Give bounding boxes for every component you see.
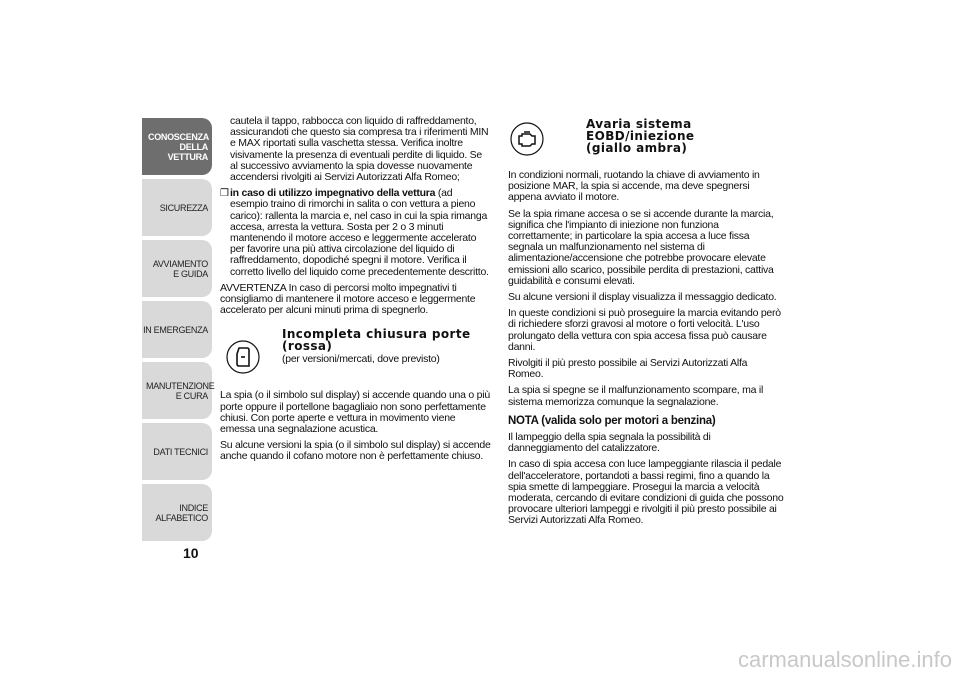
tab-sicurezza[interactable]: SICUREZZA [142, 179, 212, 236]
tab-in-emergenza[interactable]: IN EMERGENZA [142, 301, 212, 358]
paragraph: In caso di spia accesa con luce lampeggiante rilascia il pedale dell'acceleratore, portandoti a bassi regimi, fino a quando la spia smette di lampeggiare. Prosegui la marcia a velocità moderata, cercando di evitare condizioni di guida che possono provocare ulteriori lampeggi e rivolgiti il più presto possibile ai Servizi Autorizzati Alfa Romeo. [508, 458, 784, 527]
checkbox-bullet-icon: ❒ [220, 188, 229, 200]
section-title: Incompleta chiusura porte [282, 327, 471, 342]
right-column [508, 118, 784, 532]
paragraph: Se la spia rimane accesa o se si accende durante la marcia, significa che l'impianto di iniezione non funziona correttamente; in particolare la spia accesa a luce fissa segnala un malfunzionamento nel sistema di alimentazione/accensione che potrebbe provocare elevate emissioni allo scarico, possibile perdita di prestazioni, cattiva guidabilità e consumi elevati. [508, 207, 774, 287]
nota-heading: NOTA (valida solo per motori a benzina) [508, 414, 716, 427]
tab-dati-tecnici[interactable]: DATI TECNICI [142, 423, 212, 480]
paragraph: In condizioni normali, ruotando la chiave di avviamento in posizione MAR, la spia si accende, ma deve spegnersi appena avviato il motore. [508, 169, 760, 204]
tab-avviamento-e-guida[interactable]: AVVIAMENTO E GUIDA [142, 240, 212, 297]
paragraph: Rivolgiti il più presto possibile ai Servizi Autorizzati Alfa Romeo. [508, 357, 748, 381]
continuation-text: cautela il tappo, rabbocca con liquido di raffreddamento, assicurandoti che questo sia compresa tra i riferimenti MIN e MAX riportati sulla vaschetta stessa. Verifica inoltre visivamente la presenza di eventuali perdite di liquido. Se al successivo avviamento la spia dovesse nuovamente accendersi rivolgiti ai Servizi Autorizzati Alfa Romeo; [230, 115, 489, 184]
sidebar-tabs [142, 118, 215, 545]
section-title: Avaria sistema [586, 117, 692, 131]
section-subtitle: (per versioni/mercati, dove previsto) [282, 353, 440, 366]
page-number: 10 [183, 545, 199, 561]
section-title-line2: EOBD/iniezione [586, 129, 695, 143]
watermark: carmanualsonline.info [737, 647, 952, 672]
door-warning-section [220, 328, 492, 376]
tab-conoscenza-della-vettura[interactable]: CONOSCENZA DELLA VETTURA [142, 118, 212, 175]
door-open-icon [224, 338, 262, 376]
section-title-color: (rossa) [282, 339, 333, 354]
bullet-text: (ad esempio traino di rimorchi in salita o con vettura a pieno carico): rallenta la marcia e, nel caso in cui la spia rimanga accesa, arresta la vettura. Sosta per 2 o 3 minuti mantenendo il motore acceso e leggermente accelerato per favorire una più attiva circolazione del liquido di raffreddamento, dopodiché spegni il motore. Verifica il corretto livello del liquido come precedentemente descritto. [230, 187, 489, 278]
bullet-bold-text: in caso di utilizzo impegnativo della vettura [230, 187, 436, 200]
paragraph: Il lampeggio della spia segnala la possibilità di danneggiamento del catalizzatore. [508, 431, 711, 455]
paragraph: In queste condizioni si può proseguire la marcia evitando però di richiedere sforzi gravosi al motore o forti velocità. L'uso prolungato della vettura con spia accesa fissa può causare danni. [508, 307, 781, 353]
tab-indice-alfabetico[interactable]: INDICE ALFABETICO [142, 484, 212, 541]
left-column [220, 116, 492, 468]
list-item [220, 188, 492, 278]
paragraph: Su alcune versioni la spia (o il simbolo sul display) si accende anche quando il cofano motore non è perfettamente chiuso. [220, 439, 491, 463]
tab-manutenzione-e-cura[interactable]: MANUTENZIONE E CURA [142, 362, 212, 419]
paragraph: La spia si spegne se il malfunzionamento scompare, ma il sistema memorizza comunque la segnalazione. [508, 384, 764, 408]
paragraph: La spia (o il simbolo sul display) si accende quando una o più porte oppure il portellone bagagliaio non sono perfettamente chiusi. Con porte aperte e vettura in movimento viene emessa una segnalazione acustica. [220, 389, 490, 436]
paragraph: Su alcune versioni il display visualizza il messaggio dedicato. [508, 291, 777, 304]
engine-warning-section [508, 118, 784, 158]
section-title-color: (giallo ambra) [586, 141, 688, 155]
avvertenza-text: AVVERTENZA In caso di percorsi molto impegnativi ti consigliamo di mantenere il motore acceso e leggermente accelerato per alcuni minuti prima di spegnerlo. [220, 281, 476, 317]
engine-check-icon [508, 120, 546, 158]
